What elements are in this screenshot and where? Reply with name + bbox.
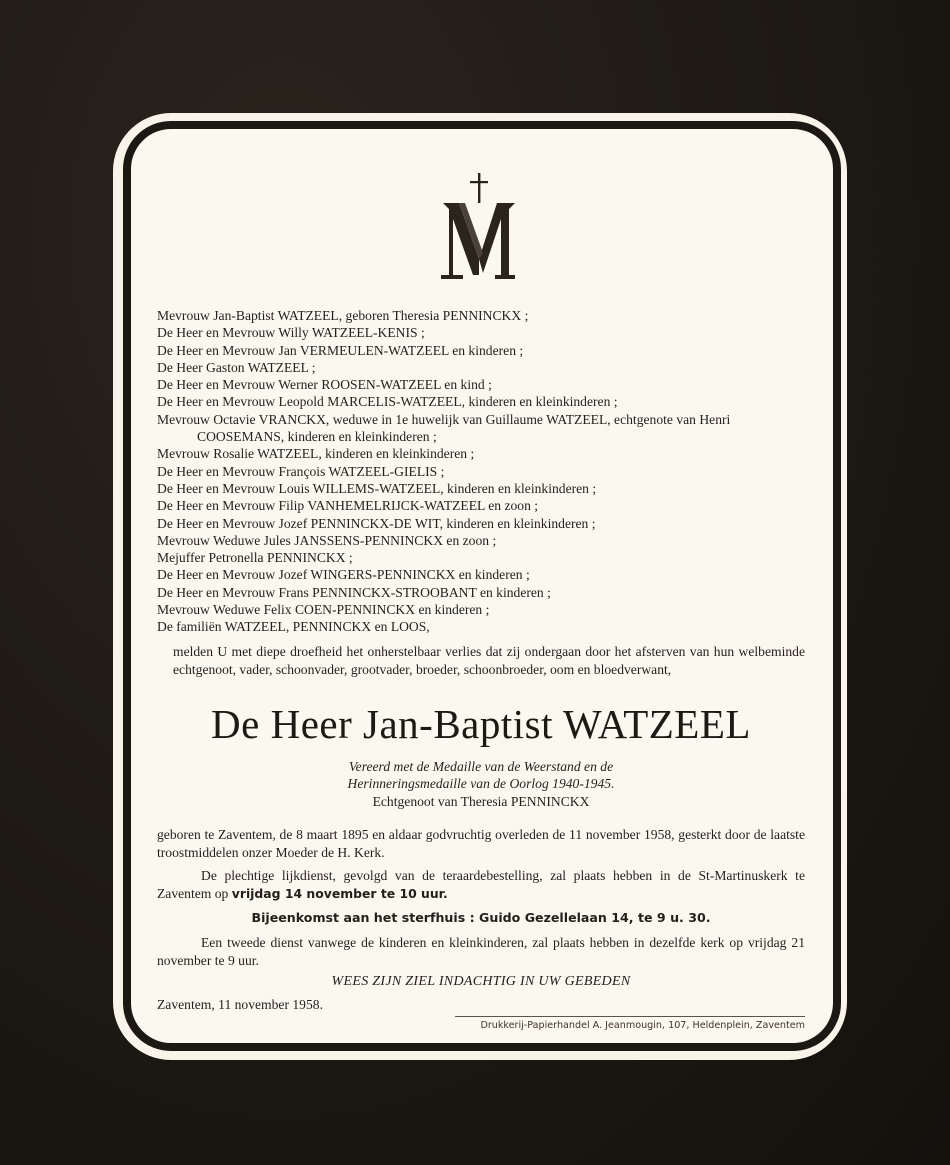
family-line: Mejuffer Petronella PENNINCKX ;	[157, 550, 353, 566]
family-line: De Heer en Mevrouw Werner ROOSEN-WATZEEL en kind ;	[157, 377, 492, 393]
honours	[157, 758, 805, 792]
honours-line: Herinneringsmedaille van de Oorlog 1940-1945.	[347, 776, 615, 791]
family-line: De Heer en Mevrouw Jan VERMEULEN-WATZEEL en kinderen ;	[157, 342, 524, 358]
family-line: Mevrouw Weduwe Jules JANSSENS-PENNINCKX en zoon ;	[157, 532, 497, 548]
printer-credit: Drukkerij-Papierhandel A. Jeanmougin, 107, Heldenplein, Zaventem	[480, 1020, 805, 1031]
family-line: De familiën WATZEEL, PENNINCKX en LOOS,	[157, 619, 430, 635]
cross-m-monogram-icon	[439, 173, 519, 283]
family-line: Mevrouw Weduwe Felix COEN-PENNINCKX en kinderen ;	[157, 602, 490, 618]
family-line: De Heer en Mevrouw Louis WILLEMS-WATZEEL, kinderen en kleinkinderen ;	[157, 480, 597, 496]
family-line: De Heer en Mevrouw François WATZEEL-GIELIS ;	[157, 463, 445, 479]
family-line: De Heer Gaston WATZEEL ;	[157, 359, 316, 375]
family-line: De Heer en Mevrouw Frans PENNINCKX-STROOBANT en kinderen ;	[157, 584, 551, 600]
second-service-text: Een tweede dienst vanwege de kinderen en kleinkinderen, zal plaats hebben in dezelfde kerk op vrijdag 21 november te 9 uur.	[157, 935, 805, 968]
family-line: De Heer en Mevrouw Jozef WINGERS-PENNINCKX en kinderen ;	[157, 567, 530, 583]
family-line: De Heer en Mevrouw Filip VANHEMELRIJCK-WATZEEL en zoon ;	[157, 498, 539, 514]
family-line: Mevrouw Jan-Baptist WATZEEL, geboren Theresia PENNINCKX ;	[157, 308, 529, 323]
family-line: Mevrouw Octavie VRANCKX, weduwe in 1e huwelijk van Guillaume WATZEEL, echtgenote van Henri COOSEMANS, kinderen en kleinkinderen ;	[157, 411, 731, 445]
prayer-line: WEES ZIJN ZIEL INDACHTIG IN UW GEBEDEN	[331, 974, 631, 989]
birth-death-text: geboren te Zaventem, de 8 maart 1895 en aldaar godvruchtig overleden de 11 november 1958, gesterkt door de laatste troostmiddelen onzer Moeder de H. Kerk.	[157, 827, 805, 860]
printer-divider	[455, 1016, 805, 1017]
family-list	[157, 307, 805, 636]
family-line: De Heer en Mevrouw Leopold MARCELIS-WATZEEL, kinderen en kleinkinderen ;	[157, 394, 618, 410]
family-line: Mevrouw Rosalie WATZEEL, kinderen en kleinkinderen ;	[157, 446, 475, 462]
family-line: De Heer en Mevrouw Willy WATZEEL-KENIS ;	[157, 325, 425, 341]
funeral-time: vrijdag 14 november te 10 uur.	[231, 885, 448, 901]
spouse-line: Echtgenoot van Theresia PENNINCKX	[372, 794, 590, 809]
place-date: Zaventem, 11 november 1958.	[157, 997, 323, 1012]
gathering-line: Bijeenkomst aan het sterfhuis : Guido Gezellelaan 14, te 9 u. 30.	[251, 910, 711, 925]
funeral-text	[157, 867, 805, 902]
announcement-text: melden U met diepe droefheid het onherstelbaar verlies dat zij ondergaan door het afsterven van hun welbeminde echtgenoot, vader, schoonvader, grootvader, broeder, schoonbroeder, oom en bloedverwant,	[173, 644, 805, 677]
funeral-description: De plechtige lijkdienst, gevolgd van de teraardebestelling, zal plaats hebben in de St-Martinuskerk te Zaventem op	[157, 868, 805, 901]
family-line: De Heer en Mevrouw Jozef PENNINCKX-DE WIT, kinderen en kleinkinderen ;	[157, 515, 596, 531]
deceased-name: De Heer Jan-Baptist WATZEEL	[211, 701, 751, 747]
honours-line: Vereerd met de Medaille van de Weerstand en de	[348, 759, 614, 774]
